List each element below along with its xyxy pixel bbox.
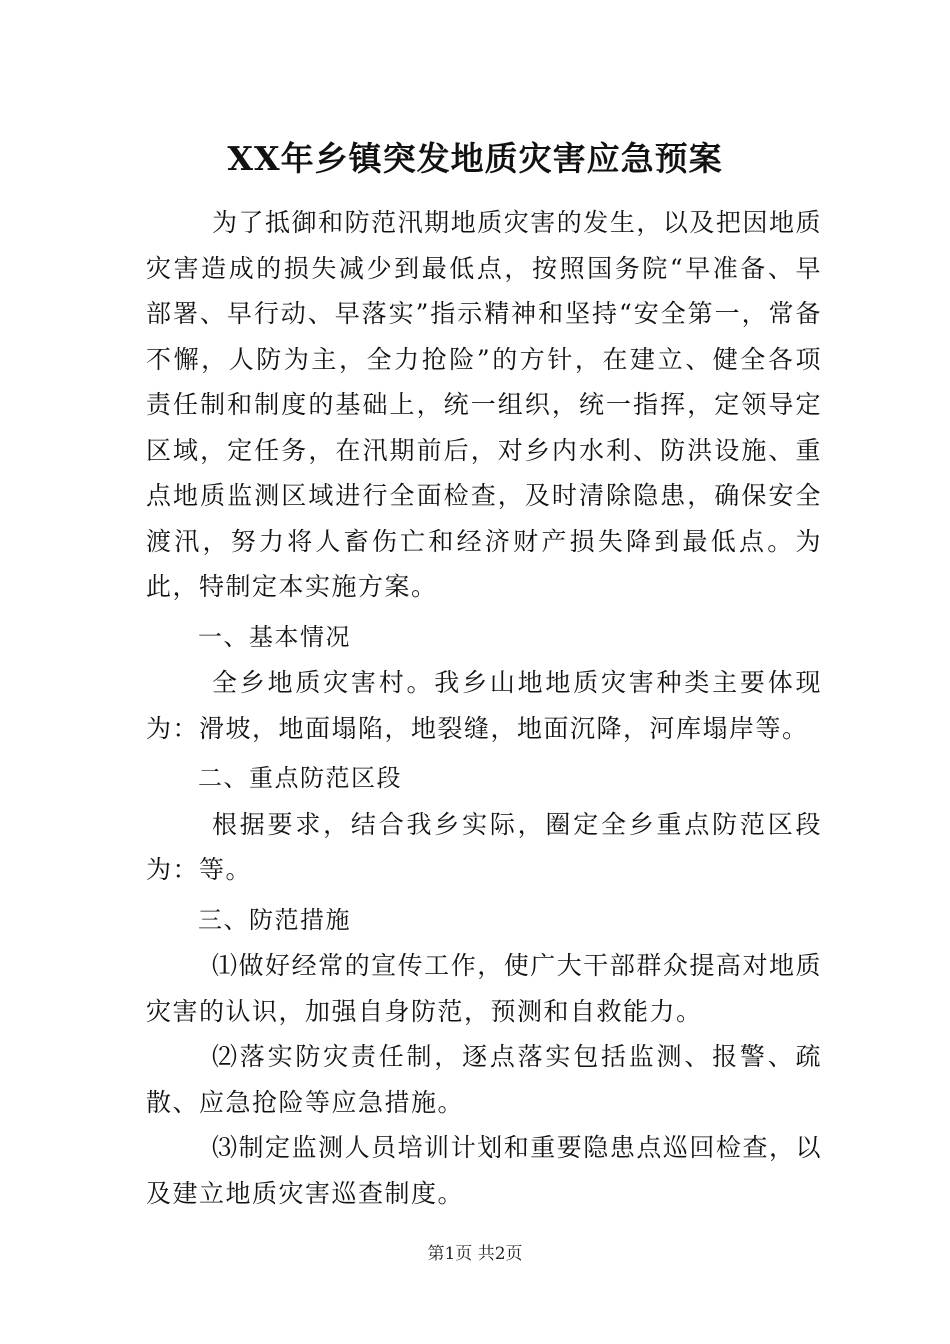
section-paragraph: 全乡地质灾害村。我乡山地地质灾害种类主要体现为：滑坡，地面塌陷，地裂缝，地面沉降，河库塌岸等。 [146, 668, 822, 743]
page-number-footer: 第1页 共2页 [427, 1244, 523, 1264]
document-title: XX年乡镇突发地质灾害应急预案 [227, 139, 723, 178]
measure-item: ⑵落实防灾责任制，逐点落实包括监测、报警、疏散、应急抢险等应急措施。 [146, 1042, 822, 1117]
section-heading-measures: 三、防范措施 [198, 905, 351, 934]
section-heading-key-areas: 二、重点防范区段 [198, 764, 402, 792]
document-body [146, 200, 822, 1216]
intro-paragraph: 为了抵御和防范汛期地质灾害的发生，以及把因地质灾害造成的损失减少到最低点，按照国务院“早准备、早部署、早行动、早落实”指示精神和坚持“安全第一，常备不懈，人防为主，全力抢险”的方针，在建立、健全各项责任制和制度的基础上，统一组织，统一指挥，定领导定区域，定任务，在汛期前后，对乡内水利、防洪设施、重点地质监测区域进行全面检查，及时清除隐患，确保安全渡汛，努力将人畜伤亡和经济财产损失降到最低点。为此，特制定本实施方案。 [146, 208, 822, 601]
measure-item: ⑴做好经常的宣传工作，使广大干部群众提高对地质灾害的认识，加强自身防范，预测和自救能力。 [146, 951, 822, 1026]
section-paragraph: 根据要求，结合我乡实际，圈定全乡重点防范区段为：等。 [146, 809, 822, 884]
section-heading-basic: 一、基本情况 [198, 622, 351, 651]
measure-item: ⑶制定监测人员培训计划和重要隐患点巡回检查，以及建立地质灾害巡查制度。 [146, 1133, 822, 1208]
